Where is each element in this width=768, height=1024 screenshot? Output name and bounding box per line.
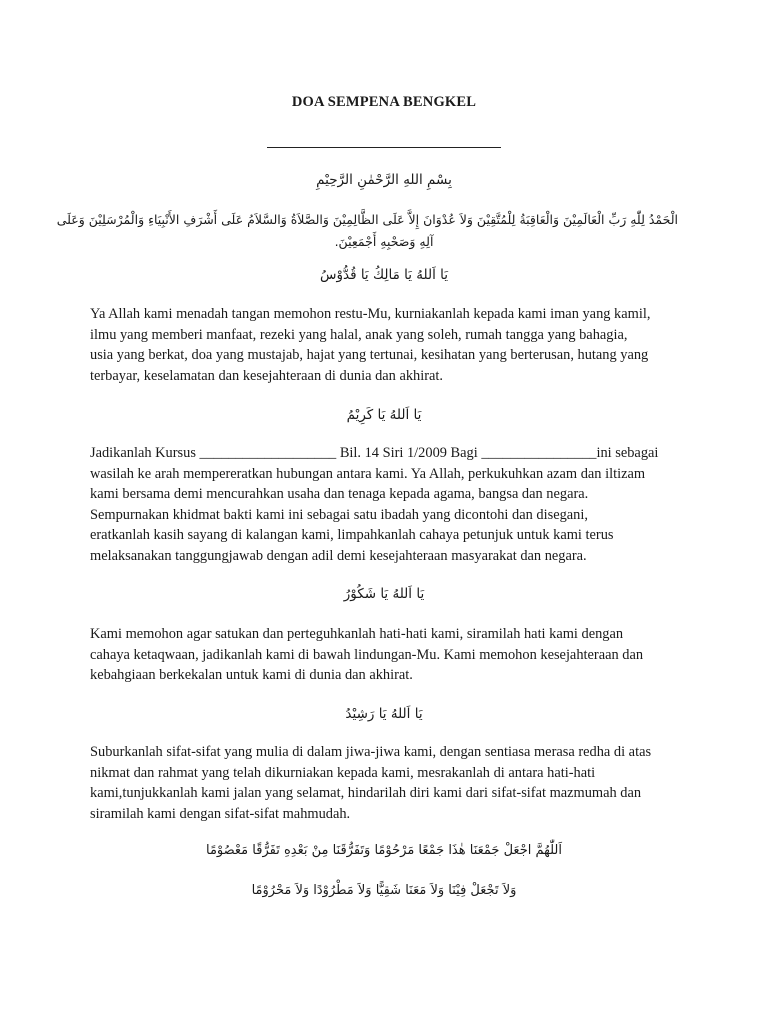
invocation-karim: يَا اَللهُ يَا كَرِيْمُ: [346, 407, 422, 423]
paragraph-2-line: melaksanakan tanggungjawab dengan adil demi kesejahteraan masyarakat dan negara.: [90, 547, 587, 564]
closing-prayer-line-2: وَلاَ تَجْعَلْ فِيْنَا وَلاَ مَعَنَا شَقِيًّا وَلاَ مَطْرُوْدًا وَلاَ مَحْرُوْمًا: [251, 883, 517, 898]
invocation-malik-quddus: يَا اَللهُ يَا مَالِكُ يَا قُدُّوْسُ: [319, 267, 448, 283]
basmala: بِسْمِ اللهِ الرَّحْمٰنِ الرَّحِيْمِ: [316, 172, 452, 188]
paragraph-1-line: Ya Allah kami menadah tangan memohon restu-Mu, kurniakanlah kepada kami iman yang kamil,: [90, 306, 651, 322]
paragraph-2-line: Jadikanlah Kursus ___________________ Bil. 14 Siri 1/2009 Bagi ________________ini sebagai: [90, 445, 659, 461]
paragraph-3-line: Kami memohon agar satukan dan perteguhkanlah hati-hati kami, siramilah hati kami dengan: [90, 626, 624, 642]
paragraph-2-line: eratkanlah kasih sayang di kalangan kami, limpahkanlah cahaya petunjuk untuk kami terus: [90, 527, 614, 544]
invocation-rasyid: يَا اَللهُ يَا رَشِيْدُ: [345, 706, 423, 722]
paragraph-3: [90, 624, 680, 686]
paragraph-4-line: Suburkanlah sifat-sifat yang mulia di dalam jiwa-jiwa kami, dengan sentiasa merasa redha di atas: [90, 744, 652, 760]
paragraph-3-line: kebahgiaan berkekalan untuk kami di dunia dan akhirat.: [90, 667, 413, 684]
paragraph-4: [90, 742, 680, 824]
paragraph-1-line: ilmu yang memberi manfaat, rezeki yang halal, anak yang soleh, rumah tangga yang bahagia,: [90, 326, 628, 343]
paragraph-4-line: nikmat dan rahmat yang telah dikurniakan kepada kami, mesrakanlah di antara hati-hati: [90, 764, 596, 781]
paragraph-2-line: wasilah ke arah mempereratkan hubungan antara kami. Ya Allah, perkukuhkan azam dan iltizam: [90, 465, 646, 482]
paragraph-2-line: Sempurnakan khidmat bakti kami ini sebagai satu ibadah yang dicontohi dan disegani,: [90, 506, 588, 523]
paragraph-1-line: terbayar, keselamatan dan kesejahteraan di dunia dan akhirat.: [90, 367, 444, 384]
paragraph-2-line: kami bersama demi mencurahkan usaha dan tenaga kepada agama, bangsa dan negara.: [90, 486, 589, 503]
paragraph-1: [90, 304, 680, 386]
paragraph-4-line: kami,tunjukkanlah kami jalan yang selamat, hindarilah diri kami dari sifat-sifat mazmumah dan: [90, 785, 642, 802]
opening-praise-line-1: الْحَمْدُ لِلّٰهِ رَبِّ الْعَالَمِيْنَ وَالْعَاقِبَةُ لِلْمُتَّقِيْنَ وَلاَ عُدْوَانَ إِلاَّ عَلَى الظَّالِمِيْنَ وَالصَّلاَةُ وَالسَّلاَمُ عَلَى أَشْرَفِ الأَنْبِيَاءِ وَالْمُرْسَلِيْنَ وَعَلَى: [56, 212, 678, 227]
paragraph-1-line: usia yang berkat, doa yang mustajab, hajat yang tertunai, kesihatan yang berterusan, hutang yang: [90, 347, 649, 364]
paragraph-3-line: cahaya ketaqwaan, jadikanlah kami di bawah lindungan-Mu. Kami memohon kesejahteraan dan: [90, 646, 644, 663]
closing-prayer-line-1: اَللّٰهُمَّ اجْعَلْ جَمْعَنَا هٰذَا جَمْعًا مَرْحُوْمًا وَتَفَرُّقَنَا مِنْ بَعْدِهِ تَفَرُّقًا مَعْصُوْمًا: [205, 843, 563, 858]
invocation-syakur: يَا اَللهُ يَا شَكُوْرُ: [343, 586, 425, 602]
paragraph-4-line: siramilah kami dengan sifat-sifat mahmudah.: [90, 805, 351, 822]
document-title: DOA SEMPENA BENGKEL: [291, 94, 477, 110]
paragraph-2: [90, 443, 680, 567]
title-underline-divider: [267, 147, 501, 148]
opening-praise-line-2: آلِهِ وَصَحْبِهِ أَجْمَعِيْنَ.: [334, 234, 434, 249]
